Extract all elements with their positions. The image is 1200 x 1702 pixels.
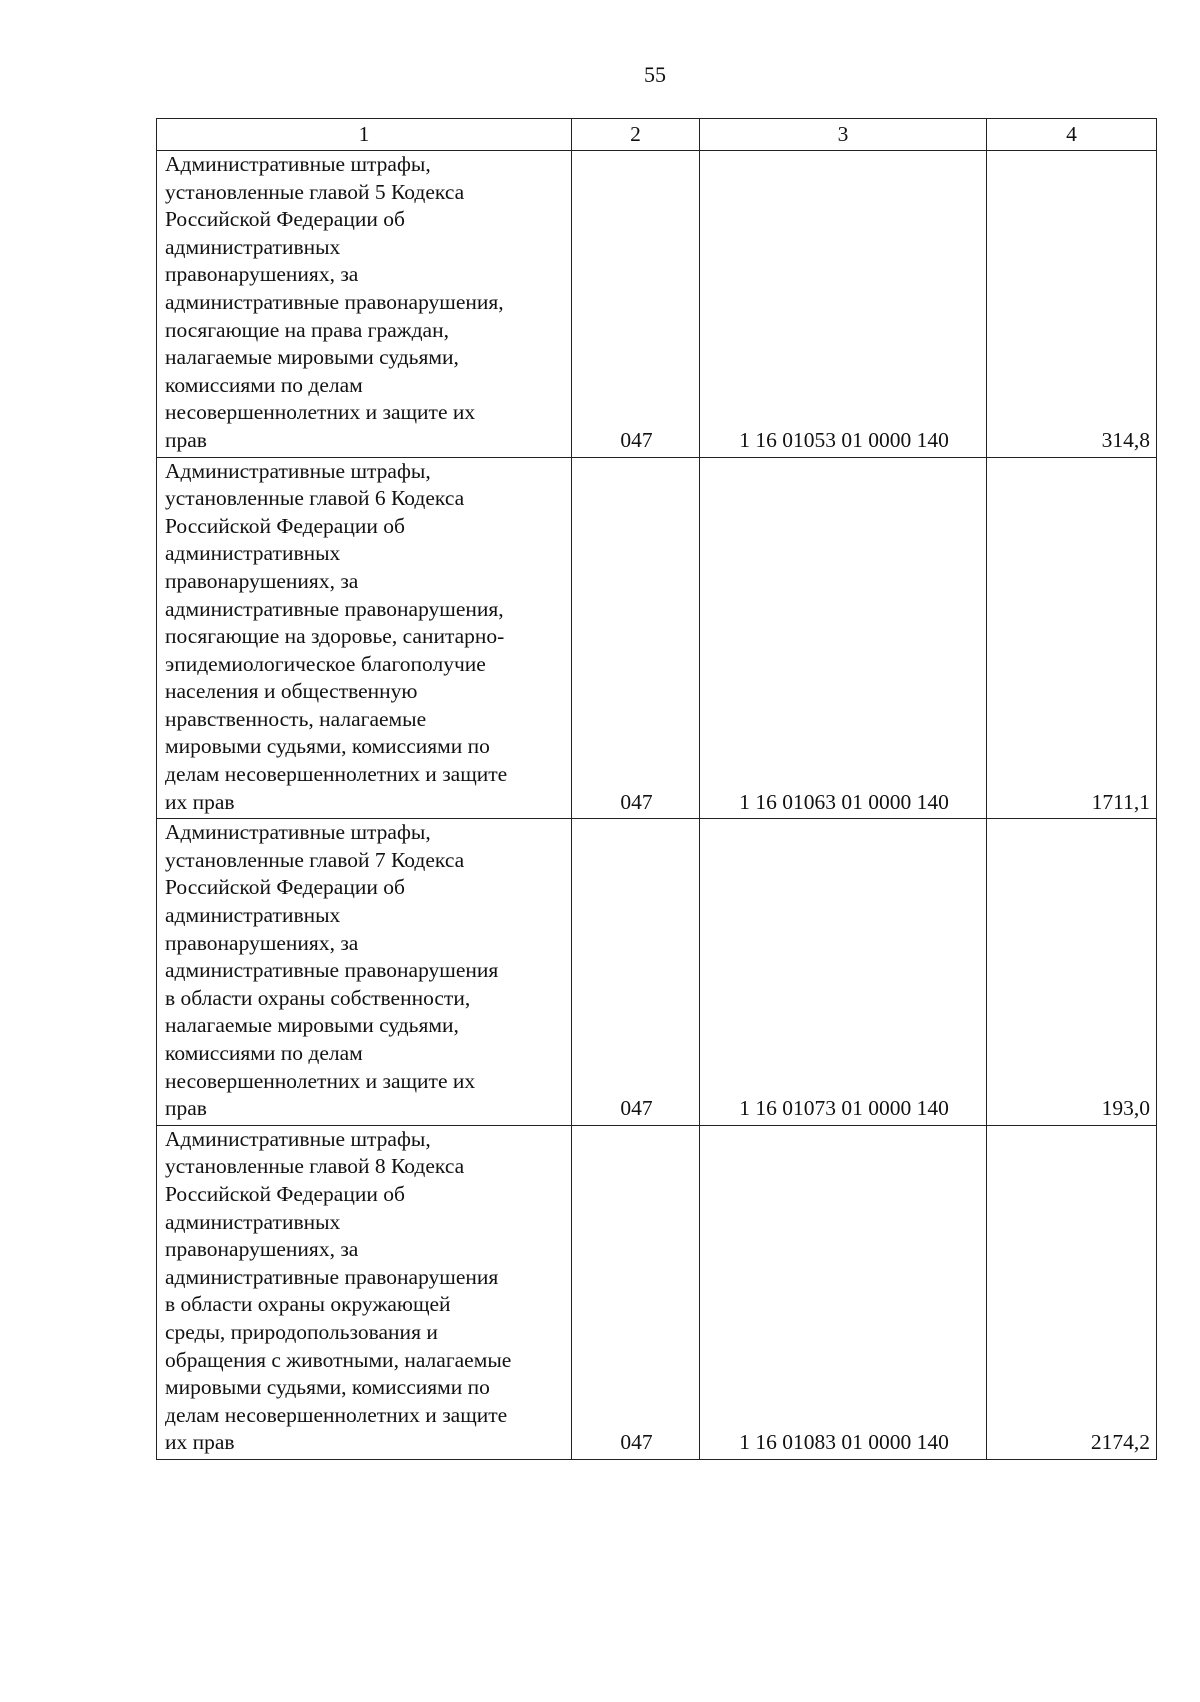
row-description: [157, 1125, 572, 1459]
description-line: мировыми судьями, комиссиями по: [165, 734, 490, 759]
description-line: населения и общественную: [165, 679, 418, 704]
description-line: Административные штрафы,: [165, 152, 431, 176]
description-line: Российской Федерации об: [165, 1181, 405, 1206]
description-line: Российской Федерации об: [165, 207, 405, 232]
row-description: [157, 457, 572, 819]
row-description: [157, 819, 572, 1126]
description-line: комиссиями по делам: [165, 1041, 363, 1065]
column-header-2: 2: [572, 119, 700, 151]
description-line: Административные штрафы,: [165, 458, 431, 483]
description-line: административные правонарушения: [165, 958, 499, 983]
row-amount: 2174,2: [987, 1125, 1157, 1459]
description-line: правонарушениях, за: [165, 1237, 359, 1262]
table-row: [157, 457, 1157, 819]
row-budget-classification-code: 1 16 01053 01 0000 140: [700, 151, 987, 458]
table-row: [157, 819, 1157, 1126]
row-budget-classification-code: 1 16 01073 01 0000 140: [700, 819, 987, 1126]
description-line: нравственность, налагаемые: [165, 706, 427, 731]
description-line: правонарушениях, за: [165, 262, 359, 287]
row-admin-code: 047: [572, 457, 700, 819]
row-amount: 193,0: [987, 819, 1157, 1126]
description-line: комиссиями по делам: [165, 372, 363, 397]
row-amount: 314,8: [987, 151, 1157, 458]
revenue-table: [156, 118, 1157, 1460]
description-line: правонарушениях, за: [165, 568, 359, 593]
row-budget-classification-code: 1 16 01063 01 0000 140: [700, 457, 987, 819]
row-description: [157, 151, 572, 458]
description-line: административные правонарушения,: [165, 596, 504, 621]
description-line: посягающие на права граждан,: [165, 317, 449, 342]
column-header-4: 4: [987, 119, 1157, 151]
description-line: их прав: [165, 789, 235, 814]
page-number: 55: [644, 62, 666, 87]
column-header-1: 1: [157, 119, 572, 151]
description-line: административных: [165, 541, 341, 566]
description-line: среды, природопользования и: [165, 1319, 438, 1344]
table-row: [157, 1125, 1157, 1459]
description-line: в области охраны собственности,: [165, 985, 471, 1010]
description-line: Административные штрафы,: [165, 1126, 431, 1151]
description-line: эпидемиологическое благополучие: [165, 651, 486, 676]
description-line: административные правонарушения,: [165, 289, 504, 314]
description-line: правонарушениях, за: [165, 930, 359, 955]
description-line: Российской Федерации об: [165, 875, 405, 900]
description-line: налагаемые мировыми судьями,: [165, 345, 459, 370]
table-row: [157, 151, 1157, 458]
description-line: прав: [165, 427, 207, 452]
row-amount: 1711,1: [987, 457, 1157, 819]
column-header-3: 3: [700, 119, 987, 151]
row-admin-code: 047: [572, 819, 700, 1126]
description-line: установленные главой 8 Кодекса: [165, 1154, 465, 1179]
description-line: налагаемые мировыми судьями,: [165, 1013, 459, 1038]
description-line: делам несовершеннолетних и защите: [165, 762, 508, 787]
row-admin-code: 047: [572, 151, 700, 458]
description-line: прав: [165, 1096, 207, 1121]
description-line: административные правонарушения: [165, 1264, 499, 1289]
description-line: обращения с животными, налагаемые: [165, 1347, 512, 1372]
description-line: делам несовершеннолетних и защите: [165, 1402, 508, 1427]
description-line: административных: [165, 234, 341, 259]
table-header-row: [157, 119, 1157, 151]
description-line: посягающие на здоровье, санитарно-: [165, 624, 505, 649]
description-line: несовершеннолетних и защите их: [165, 1068, 476, 1093]
description-line: административных: [165, 1209, 341, 1234]
description-line: административных: [165, 903, 341, 928]
description-line: их прав: [165, 1430, 235, 1455]
description-line: Административные штрафы,: [165, 820, 431, 845]
description-line: установленные главой 6 Кодекса: [165, 486, 465, 511]
row-budget-classification-code: 1 16 01083 01 0000 140: [700, 1125, 987, 1459]
description-line: несовершеннолетних и защите их: [165, 400, 476, 425]
table-body: [157, 151, 1157, 1460]
description-line: в области охраны окружающей: [165, 1292, 451, 1317]
description-line: мировыми судьями, комиссиями по: [165, 1375, 490, 1400]
description-line: установленные главой 7 Кодекса: [165, 847, 465, 872]
description-line: Российской Федерации об: [165, 513, 405, 538]
description-line: установленные главой 5 Кодекса: [165, 179, 465, 204]
row-admin-code: 047: [572, 1125, 700, 1459]
